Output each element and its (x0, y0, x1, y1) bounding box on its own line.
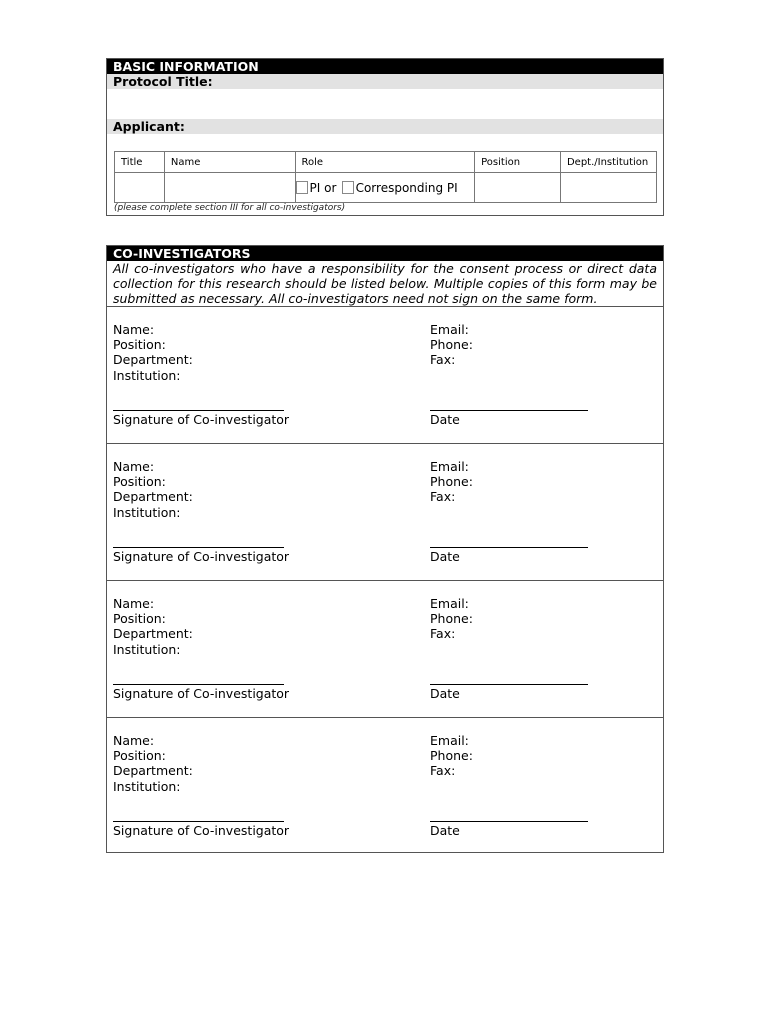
column-header-name: Name (164, 152, 295, 173)
email-label: Email: (430, 596, 469, 611)
fax-label: Fax: (430, 626, 456, 642)
signature-line[interactable] (113, 547, 284, 548)
co-investigator-contact (430, 322, 473, 368)
co-investigator-details (113, 596, 193, 657)
co-investigators-section (106, 245, 664, 853)
co-investigator-details (113, 322, 193, 383)
institution-label: Institution: (113, 504, 181, 520)
email-label: Email: (430, 322, 469, 337)
column-header-position: Position (475, 152, 561, 173)
protocol-title-field[interactable] (107, 89, 663, 119)
phone-label: Phone: (430, 748, 473, 764)
position-label: Position: (113, 474, 166, 490)
basic-information-section (106, 58, 664, 216)
applicant-position-cell[interactable] (475, 173, 561, 203)
institution-label: Institution: (113, 367, 181, 383)
co-investigator-entry (107, 444, 663, 581)
applicant-dept-institution-cell[interactable] (560, 173, 656, 203)
signature-label: Signature of Co-investigator (113, 549, 290, 564)
corresponding-pi-option-label: Corresponding PI (355, 180, 458, 195)
phone-label: Phone: (430, 611, 473, 627)
department-label: Department: (113, 763, 193, 779)
applicant-role-cell (295, 173, 475, 203)
name-label: Name: (113, 733, 155, 748)
co-investigators-instructions: All co-investigators who have a responsibility for the consent process or direct data collection for this research should be listed below. Multiple copies of this form may be submitted as necessary. All co-investigators need not sign on the same form. (107, 261, 663, 307)
fax-label: Fax: (430, 352, 456, 368)
basic-information-header: BASIC INFORMATION (107, 59, 663, 74)
column-header-title: Title (115, 152, 165, 173)
pi-checkbox[interactable] (296, 181, 308, 194)
date-label: Date (430, 686, 460, 701)
email-label: Email: (430, 733, 469, 748)
signature-line[interactable] (113, 410, 284, 411)
co-investigators-note: (please complete section III for all co-investigators) (114, 203, 346, 213)
co-investigator-contact (430, 733, 473, 779)
signature-label: Signature of Co-investigator (113, 412, 290, 427)
applicant-table-row (115, 173, 657, 203)
applicant-table-header-row (115, 152, 657, 173)
co-investigator-details (113, 733, 193, 794)
column-header-role: Role (295, 152, 475, 173)
signature-label: Signature of Co-investigator (113, 823, 290, 838)
date-line[interactable] (430, 821, 588, 822)
phone-label: Phone: (430, 474, 473, 490)
co-investigator-entry (107, 581, 663, 718)
signature-line[interactable] (113, 684, 284, 685)
corresponding-pi-checkbox[interactable] (342, 181, 354, 194)
applicant-label: Applicant: (107, 119, 663, 134)
institution-label: Institution: (113, 641, 181, 657)
department-label: Department: (113, 352, 193, 368)
fax-label: Fax: (430, 489, 456, 505)
institution-label: Institution: (113, 778, 181, 794)
co-investigator-contact (430, 459, 473, 505)
co-investigator-contact (430, 596, 473, 642)
position-label: Position: (113, 748, 166, 764)
co-investigator-entry (107, 307, 663, 444)
email-label: Email: (430, 459, 469, 474)
pi-option-label: PI or (309, 180, 337, 195)
date-label: Date (430, 823, 460, 838)
position-label: Position: (113, 337, 166, 353)
date-label: Date (430, 549, 460, 564)
date-line[interactable] (430, 410, 588, 411)
co-investigators-header: CO-INVESTIGATORS (107, 246, 663, 261)
phone-label: Phone: (430, 337, 473, 353)
position-label: Position: (113, 611, 166, 627)
applicant-name-cell[interactable] (164, 173, 295, 203)
applicant-title-cell[interactable] (115, 173, 165, 203)
column-header-dept-institution: Dept./Institution (560, 152, 656, 173)
co-investigator-details (113, 459, 193, 520)
department-label: Department: (113, 626, 193, 642)
name-label: Name: (113, 459, 155, 474)
signature-line[interactable] (113, 821, 284, 822)
protocol-title-label: Protocol Title: (107, 74, 663, 89)
date-line[interactable] (430, 684, 588, 685)
fax-label: Fax: (430, 763, 456, 779)
name-label: Name: (113, 596, 155, 611)
department-label: Department: (113, 489, 193, 505)
signature-label: Signature of Co-investigator (113, 686, 290, 701)
name-label: Name: (113, 322, 155, 337)
co-investigator-entry (107, 718, 663, 854)
date-line[interactable] (430, 547, 588, 548)
applicant-table (114, 151, 657, 203)
date-label: Date (430, 412, 460, 427)
